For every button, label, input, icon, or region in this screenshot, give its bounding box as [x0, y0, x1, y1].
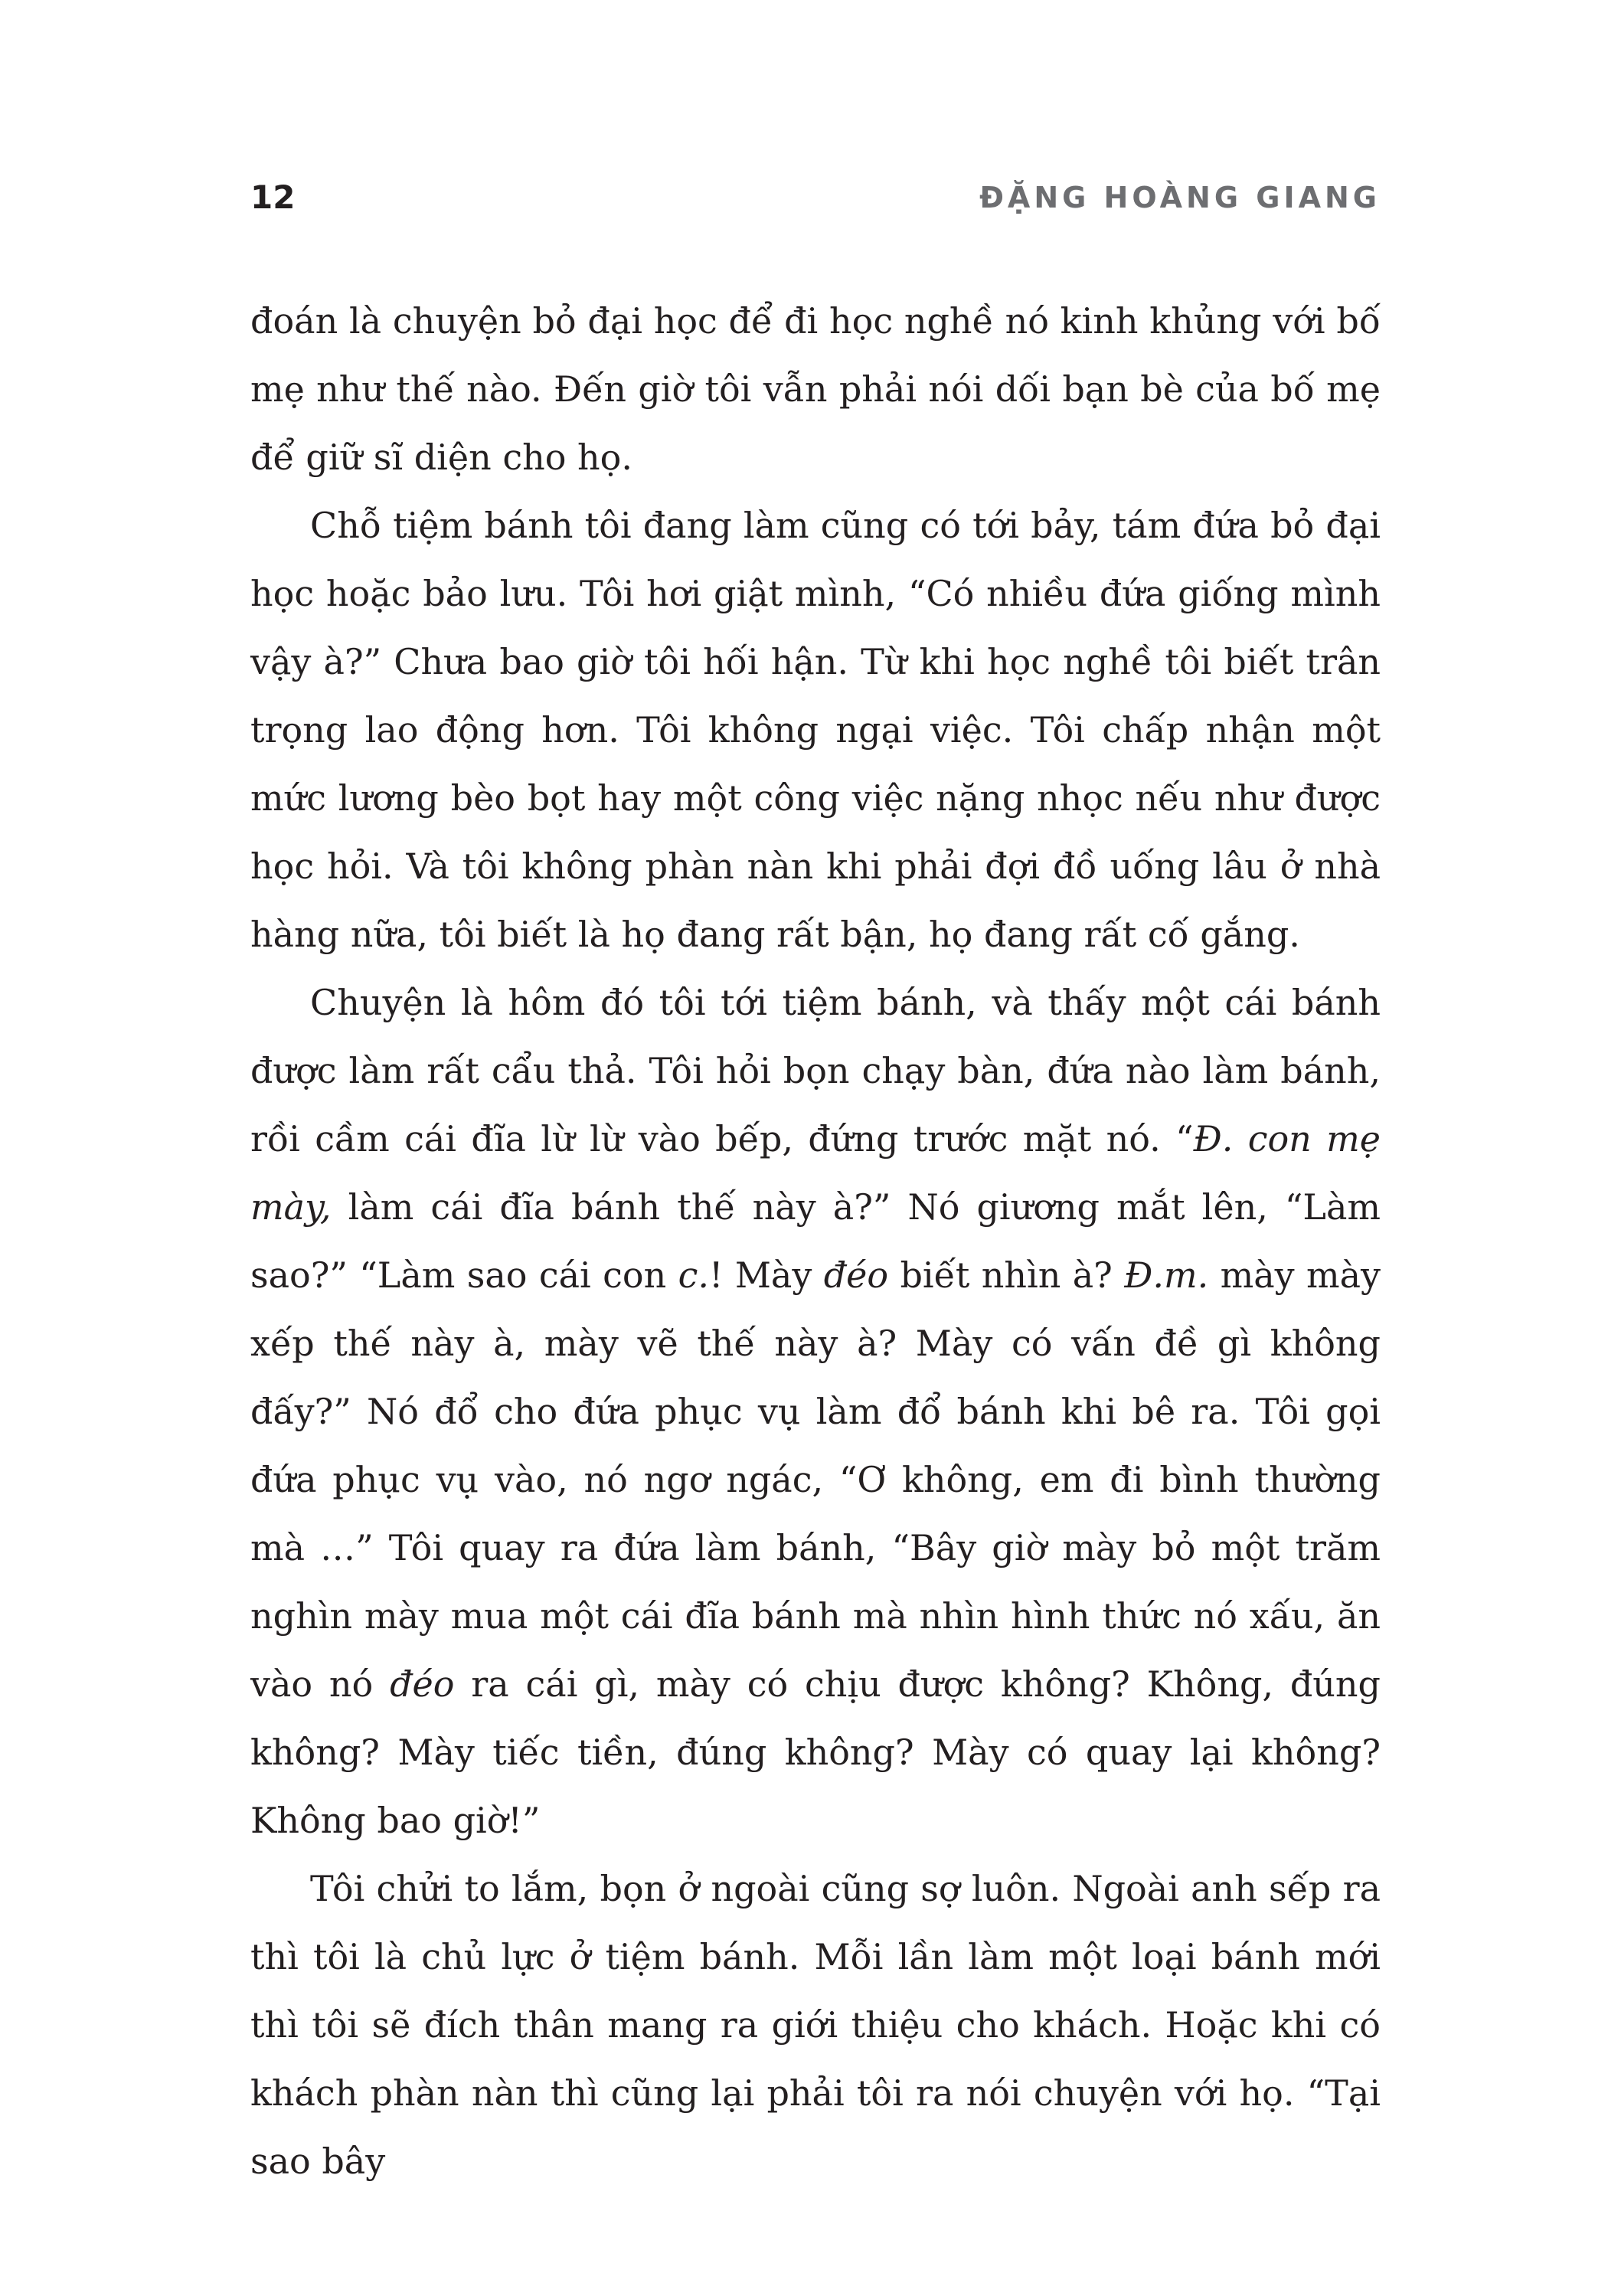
author-name: ĐẶNG HOÀNG GIANG: [979, 181, 1381, 214]
italic-run: đéo: [823, 1254, 889, 1296]
italic-run: Đ. con mẹ mày,: [250, 1118, 1381, 1228]
text-run: làm cái đĩa bánh thế này à?” Nó giương mắt lên, “Làm sao?” “Làm sao cái con: [250, 1186, 1381, 1296]
text-run: biết nhìn à?: [888, 1254, 1125, 1296]
text-run: Chuyện là hôm đó tôi tới tiệm bánh, và thấy một cái bánh được làm rất cẩu thả. Tôi hỏi bọn chạy bàn, đứa nào làm bánh, rồi cầm cái đĩa lừ lừ vào bếp, đứng trước mặt nó. “: [250, 982, 1381, 1159]
text-run: ra cái gì, mày có chịu được không? Không, đúng không? Mày tiếc tiền, đúng không? Mày có quay lại không? Không bao giờ!”: [250, 1663, 1381, 1841]
italic-run: c.: [678, 1254, 709, 1296]
paragraph-2: Chỗ tiệm bánh tôi đang làm cũng có tới bảy, tám đứa bỏ đại học hoặc bảo lưu. Tôi hơi giật mình, “Có nhiều đứa giống mình vậy à?” Chưa bao giờ tôi hối hận. Từ khi học nghề tôi biết trân trọng lao động hơn. Tôi không ngại việc. Tôi chấp nhận một mức lương bèo bọt hay một công việc nặng nhọc nếu như được học hỏi. Và tôi không phàn nàn khi phải đợi đồ uống lâu ở nhà hàng nữa, tôi biết là họ đang rất bận, họ đang rất cố gắng.: [250, 505, 1381, 955]
paragraph-3: [250, 969, 1381, 1855]
paragraph-4: Tôi chửi to lắm, bọn ở ngoài cũng sợ luôn. Ngoài anh sếp ra thì tôi là chủ lực ở tiệm bánh. Mỗi lần làm một loại bánh mới thì tôi sẽ đích thân mang ra giới thiệu cho khách. Hoặc khi có khách phàn nàn thì cũng lại phải tôi ra nói chuyện với họ. “Tại sao bây: [250, 1868, 1381, 2182]
italic-run: đéo: [390, 1663, 455, 1705]
text-run: ! Mày: [708, 1254, 824, 1296]
body-text: [250, 287, 1381, 2196]
running-header: [250, 175, 1381, 221]
text-run: mày mày xếp thế này à, mày vẽ thế này à? Mày có vấn đề gì không đấy?” Nó đổ cho đứa phục vụ làm đổ bánh khi bê ra. Tôi gọi đứa phục vụ vào, nó ngơ ngác, “Ơ không, em đi bình thường mà …” Tôi quay ra đứa làm bánh, “Bây giờ mày bỏ một trăm nghìn mày mua một cái đĩa bánh mà nhìn hình thức nó xấu, ăn vào nó: [250, 1254, 1381, 1705]
paragraph-1: đoán là chuyện bỏ đại học để đi học nghề nó kinh khủng với bố mẹ như thế nào. Đến giờ tôi vẫn phải nói dối bạn bè của bố mẹ để giữ sĩ diện cho họ.: [250, 300, 1381, 478]
italic-run: Đ.m.: [1124, 1254, 1209, 1296]
page-number: 12: [250, 178, 296, 216]
